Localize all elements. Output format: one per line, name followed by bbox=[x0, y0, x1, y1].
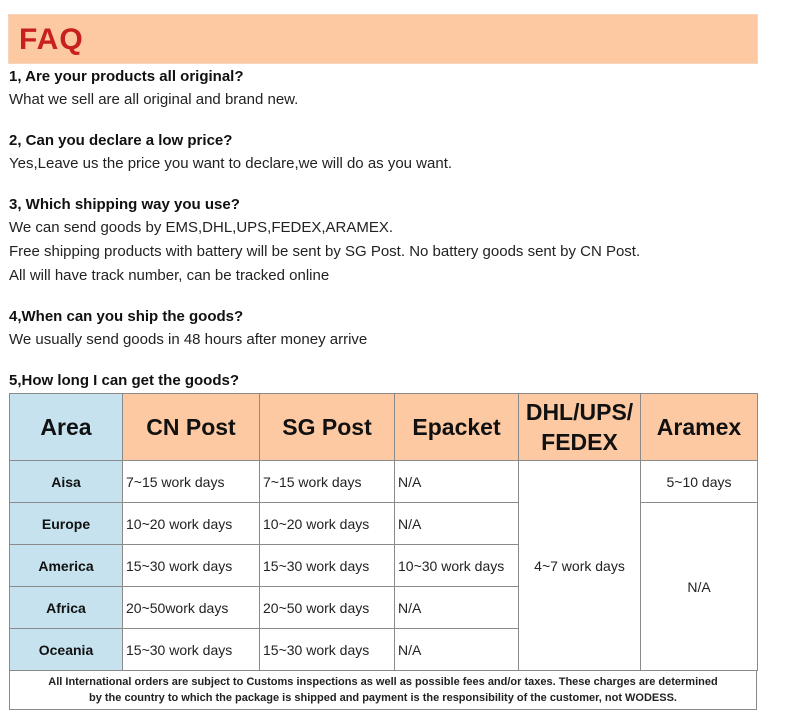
disclaimer-line-1: All International orders are subject to Customs inspections as well as possible fees and/or taxes. These charges are determined bbox=[48, 676, 718, 688]
faq-item-1 bbox=[9, 66, 779, 112]
customs-disclaimer bbox=[9, 670, 757, 710]
faq-question: 4,When can you ship the goods? bbox=[9, 308, 244, 325]
page-title: FAQ bbox=[19, 23, 84, 56]
header-dhl-ups-fedex bbox=[519, 394, 641, 461]
header-fedex-line: FEDEX bbox=[541, 429, 618, 455]
cn-post-cell: 15~30 work days bbox=[123, 629, 260, 671]
epacket-cell: N/A bbox=[395, 629, 519, 671]
table-row bbox=[10, 461, 758, 503]
faq-question: 1, Are your products all original? bbox=[9, 68, 244, 85]
faq-banner bbox=[8, 14, 758, 64]
area-cell: Europe bbox=[10, 503, 123, 545]
area-cell: Africa bbox=[10, 587, 123, 629]
faq-answer: What we sell are all original and brand new. bbox=[9, 91, 299, 108]
disclaimer-line-2: by the country to which the package is shipped and payment is the responsibility of the customer, not WODESS. bbox=[89, 692, 677, 704]
sg-post-cell: 15~30 work days bbox=[260, 629, 395, 671]
faq-answer: We usually send goods in 48 hours after money arrive bbox=[9, 331, 368, 348]
cn-post-cell: 7~15 work days bbox=[123, 461, 260, 503]
faq-question: 3, Which shipping way you use? bbox=[9, 196, 240, 213]
epacket-cell: 10~30 work days bbox=[395, 545, 519, 587]
faq-item-5 bbox=[9, 370, 779, 392]
area-cell: America bbox=[10, 545, 123, 587]
sg-post-cell: 7~15 work days bbox=[260, 461, 395, 503]
aramex-asia-cell: 5~10 days bbox=[641, 461, 758, 503]
faq-question: 5,How long I can get the goods? bbox=[9, 372, 240, 389]
epacket-cell: N/A bbox=[395, 587, 519, 629]
header-cn-post: CN Post bbox=[123, 394, 260, 461]
faq-item-2 bbox=[9, 130, 779, 176]
faq-question: 2, Can you declare a low price? bbox=[9, 132, 233, 149]
header-aramex: Aramex bbox=[641, 394, 758, 461]
epacket-cell: N/A bbox=[395, 461, 519, 503]
faq-answer: Yes,Leave us the price you want to declare,we will do as you want. bbox=[9, 155, 453, 172]
aramex-other-cell: N/A bbox=[641, 503, 758, 671]
header-epacket: Epacket bbox=[395, 394, 519, 461]
sg-post-cell: 10~20 work days bbox=[260, 503, 395, 545]
cn-post-cell: 10~20 work days bbox=[123, 503, 260, 545]
sg-post-cell: 20~50 work days bbox=[260, 587, 395, 629]
header-dhl-ups-line: DHL/UPS/ bbox=[525, 399, 634, 425]
epacket-cell: N/A bbox=[395, 503, 519, 545]
cn-post-cell: 20~50work days bbox=[123, 587, 260, 629]
faq-answer: All will have track number, can be tracked online bbox=[9, 267, 330, 284]
dhl-ups-fedex-cell: 4~7 work days bbox=[519, 461, 641, 671]
cn-post-cell: 15~30 work days bbox=[123, 545, 260, 587]
table-header-row bbox=[10, 394, 758, 461]
faq-item-4 bbox=[9, 306, 779, 352]
header-area: Area bbox=[10, 394, 123, 461]
faq-item-3 bbox=[9, 194, 779, 288]
header-sg-post: SG Post bbox=[260, 394, 395, 461]
shipping-time-table bbox=[9, 393, 758, 671]
sg-post-cell: 15~30 work days bbox=[260, 545, 395, 587]
faq-answer: We can send goods by EMS,DHL,UPS,FEDEX,ARAMEX. bbox=[9, 219, 394, 236]
area-cell: Aisa bbox=[10, 461, 123, 503]
faq-answer: Free shipping products with battery will be sent by SG Post. No battery goods sent by CN Post. bbox=[9, 243, 641, 260]
area-cell: Oceania bbox=[10, 629, 123, 671]
table-row bbox=[10, 503, 758, 545]
